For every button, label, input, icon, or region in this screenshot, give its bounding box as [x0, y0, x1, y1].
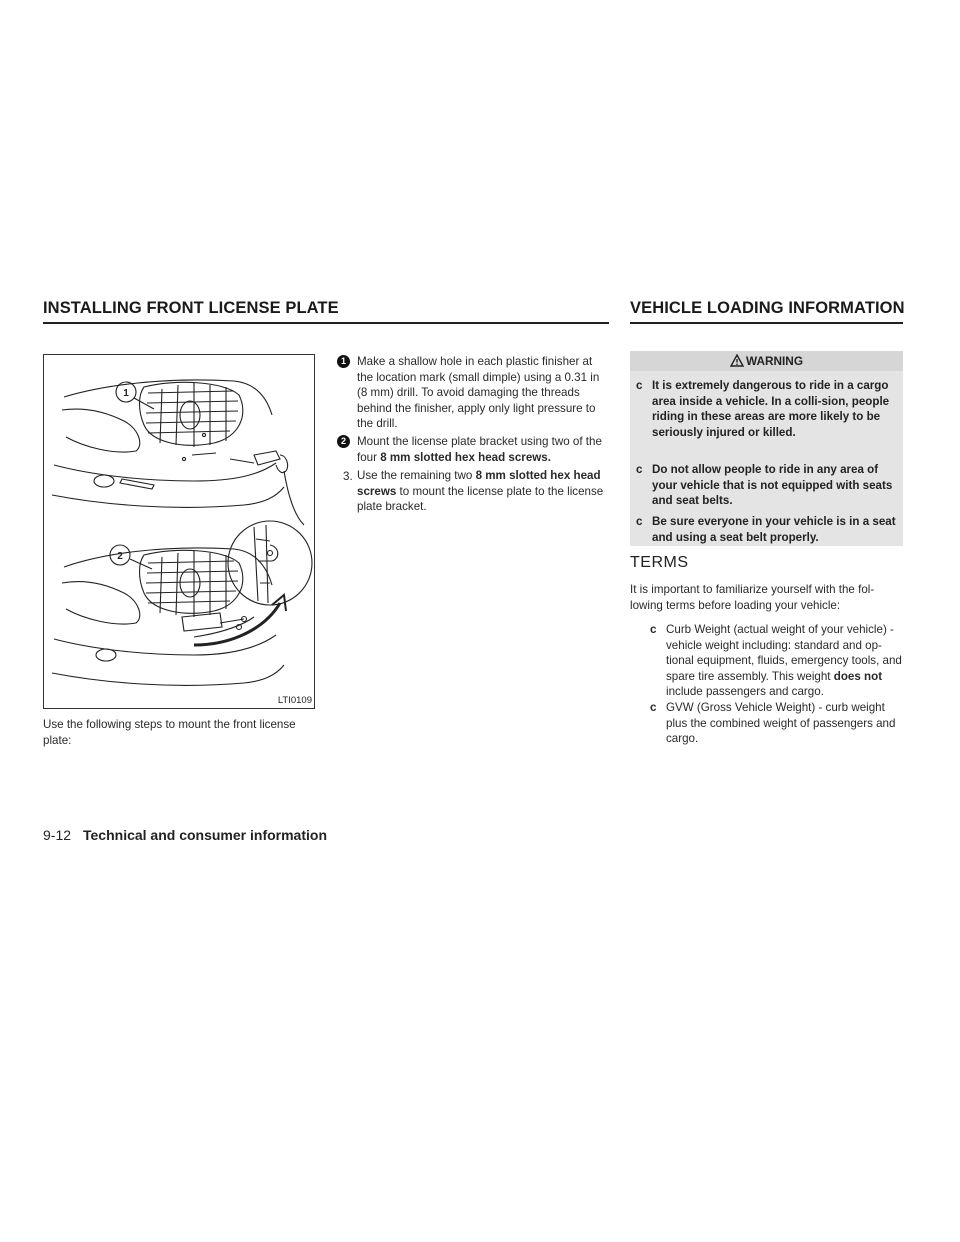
- step-3-text: Use the remaining two 8 mm slotted hex head screws to mount the license plate to the license plate bracket.: [357, 469, 604, 514]
- callout-2-label: 2: [117, 551, 123, 562]
- step-3: [337, 468, 609, 515]
- warning-header: [630, 351, 903, 371]
- step-2-number: 2: [337, 435, 350, 448]
- page-number: 9-12: [43, 827, 72, 843]
- warning-item-3-text: Be sure everyone in your vehicle is in a seat and using a seat belt properly.: [652, 515, 896, 544]
- warning-bullet: c: [636, 515, 643, 528]
- terms-item-curb-weight: [650, 622, 903, 700]
- terms-bullet: c: [650, 623, 657, 636]
- step-2-text: Mount the license plate bracket using two of the four 8 mm slotted hex head screws.: [357, 435, 602, 464]
- step-1: [337, 354, 609, 432]
- step-3-number: 3.: [343, 470, 353, 483]
- warning-item-2: [636, 462, 898, 509]
- figure-id-label: LTI0109: [277, 695, 312, 706]
- terms-item-1-text: Curb Weight (actual weight of your vehicle) - vehicle weight including: standard and op-tional equipment, fluids, emergency tools, and spare tire assembly. This weight does not include passengers and cargo.: [666, 623, 902, 699]
- license-plate-diagram: [44, 355, 314, 708]
- warning-bullet: c: [636, 463, 643, 476]
- callout-1-label: 1: [123, 388, 129, 399]
- terms-bullet: c: [650, 701, 657, 714]
- warning-title: WARNING: [745, 354, 803, 368]
- warning-bullet: c: [636, 379, 643, 392]
- step-1-number: 1: [337, 355, 350, 368]
- terms-intro: It is important to familiarize yourself with the fol-lowing terms before loading your vehicle:: [630, 583, 875, 612]
- intro-text: Use the following steps to mount the front license plate:: [43, 718, 296, 747]
- header-rule-right: [630, 322, 903, 324]
- license-plate-figure: [43, 354, 315, 709]
- section-title-vehicle-loading: VEHICLE LOADING INFORMATION: [630, 299, 905, 317]
- step-1-text: Make a shallow hole in each plastic finisher at the location mark (small dimple) using a 0.31 in (8 mm) drill. To avoid damaging the threads behind the finisher, apply only light pressure to the drill.: [357, 355, 600, 431]
- step-2: [337, 434, 609, 465]
- warning-item-1: [636, 378, 898, 440]
- footer-section-title: Technical and consumer information: [83, 827, 328, 843]
- warning-item-3: [636, 514, 898, 545]
- warning-item-2-text: Do not allow people to ride in any area of your vehicle that is not equipped with seats and seat belts.: [652, 463, 893, 508]
- section-title-license-plate: INSTALLING FRONT LICENSE PLATE: [43, 299, 339, 317]
- warning-box: [630, 351, 903, 546]
- terms-heading: TERMS: [630, 554, 689, 571]
- warning-icon: [730, 354, 744, 367]
- terms-item-2-text: GVW (Gross Vehicle Weight) - curb weight plus the combined weight of passengers and cargo.: [666, 701, 896, 746]
- header-rule-left: [43, 322, 609, 324]
- terms-item-gvw: [650, 700, 903, 747]
- warning-item-1-text: It is extremely dangerous to ride in a cargo area inside a vehicle. In a colli-sion, people riding in these areas are more likely to be seriously injured or killed.: [652, 379, 890, 439]
